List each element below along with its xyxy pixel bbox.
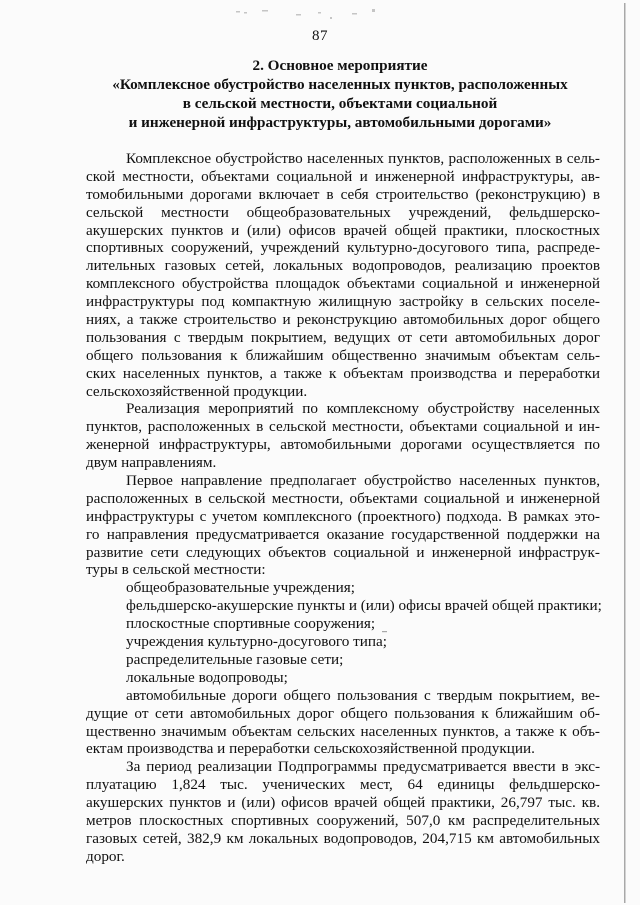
page-number: 87 xyxy=(312,28,328,44)
paragraph-2 xyxy=(86,400,600,472)
text-line: Реализация мероприятий по комплексному обустройству населенных xyxy=(126,400,600,418)
section-heading xyxy=(80,56,600,132)
text-line: общего пользования к ближайшим общественно значимым объектам сель- xyxy=(86,346,600,364)
text-line: расположенных в сельской местности, объектами социальной и инженерной xyxy=(86,489,600,507)
heading-line: и инженерной инфраструктуры, автомобильными дорогами» xyxy=(128,114,552,131)
text-line: пунктов, расположенных в сельской местности, объектами социальной и ин- xyxy=(86,418,600,436)
text-line: развитие сети следующих объектов социальной и инженерной инфраструк- xyxy=(86,543,600,561)
object-list xyxy=(86,579,600,686)
text-line: туры в сельской местности: xyxy=(86,561,266,579)
text-line: сельской местности общеобразовательных учреждений, фельдшерско- xyxy=(86,203,600,221)
list-item: учреждения культурно-досугового типа; xyxy=(126,633,388,651)
text-line: лительных газовых сетей, локальных водопроводов, реализацию проектов xyxy=(86,257,600,275)
text-line: женерной инфраструктуры, автомобильными дорогами осуществляется по xyxy=(86,436,600,454)
text-line: двум направлениям. xyxy=(86,454,217,472)
text-line: Комплексное обустройство населенных пунктов, расположенных в сель- xyxy=(126,150,600,167)
list-item: фельдшерско-акушерские пункты и (или) офисы врачей общей практики; xyxy=(126,597,602,615)
text-line: акушерских пунктов и (или) офисов врачей общей практики, 26,797 тыс. кв. xyxy=(86,794,600,812)
list-item: локальные водопроводы; xyxy=(126,668,288,686)
text-line: пользования с твердым покрытием, ведущих от сети автомобильных дорог xyxy=(86,328,600,346)
paragraph-3 xyxy=(86,472,600,579)
text-line: ских населенных пунктов, а также к объектам производства и переработки xyxy=(86,364,600,382)
text-line: сельскохозяйственной продукции. xyxy=(86,382,308,400)
text-line: дущие от сети автомобильных дорог общего пользования к ближайшим об- xyxy=(86,704,600,722)
text-line: щественно значимым объектам сельских населенных пунктов, а также к объ- xyxy=(86,722,600,740)
heading-line: 2. Основное мероприятие xyxy=(252,57,428,74)
text-line: спортивных сооружений, учреждений культурно-досугового типа, распреде- xyxy=(86,239,600,257)
text-line: дорог. xyxy=(86,847,125,865)
text-line: метров плоскостных спортивных сооружений, 507,0 км распределительных xyxy=(86,811,600,829)
text-line: плуатацию 1,824 тыс. ученических мест, 64 единицы фельдшерско- xyxy=(86,776,600,794)
paragraph-5 xyxy=(86,758,600,865)
text-line: автомобильные дороги общего пользования с твердым покрытием, ве- xyxy=(126,686,600,704)
text-line: газовых сетей, 382,9 км локальных водопроводов, 204,715 км автомобильных xyxy=(86,829,600,847)
text-line: инфраструктуры под компактную жилищную застройку в сельских поселе- xyxy=(86,293,600,311)
text-line: акушерских пунктов и (или) офисов врачей общей практики, плоскостных xyxy=(86,221,600,239)
text-line: томобильными дорогами включает в себя строительство (реконструкцию) в xyxy=(86,185,600,203)
list-item: плоскостные спортивные сооружения; xyxy=(126,615,376,633)
paragraph-1 xyxy=(86,150,600,400)
body-text xyxy=(86,150,600,866)
heading-line: «Комплексное обустройство населенных пунктов, расположенных xyxy=(112,76,568,93)
text-line: ниях, а также строительство и реконструкцию автомобильных дорог общего xyxy=(86,311,600,329)
list-item: распределительные газовые сети; xyxy=(126,650,344,668)
text-line: комплексного обустройства площадок объектами социальной и инженерной xyxy=(86,275,600,293)
paragraph-4 xyxy=(86,687,600,759)
text-line: ской местности, объектами социальной и инженерной инфраструктуры, ав- xyxy=(86,167,600,185)
text-line: Первое направление предполагает обустройство населенных пунктов, xyxy=(126,472,600,490)
text-line: го направления предусматривается оказание государственной поддержки на xyxy=(86,525,600,543)
list-item: общеобразовательные учреждения; xyxy=(126,579,355,597)
text-line: За период реализации Подпрограммы предусматривается ввести в экс- xyxy=(126,758,600,776)
text-line: инфраструктуры с учетом комплексного (проектного) подхода. В рамках это- xyxy=(86,507,600,525)
text-line: ектам производства и переработки сельскохозяйственной продукции. xyxy=(86,740,535,758)
heading-line: в сельской местности, объектами социальной xyxy=(182,95,498,112)
